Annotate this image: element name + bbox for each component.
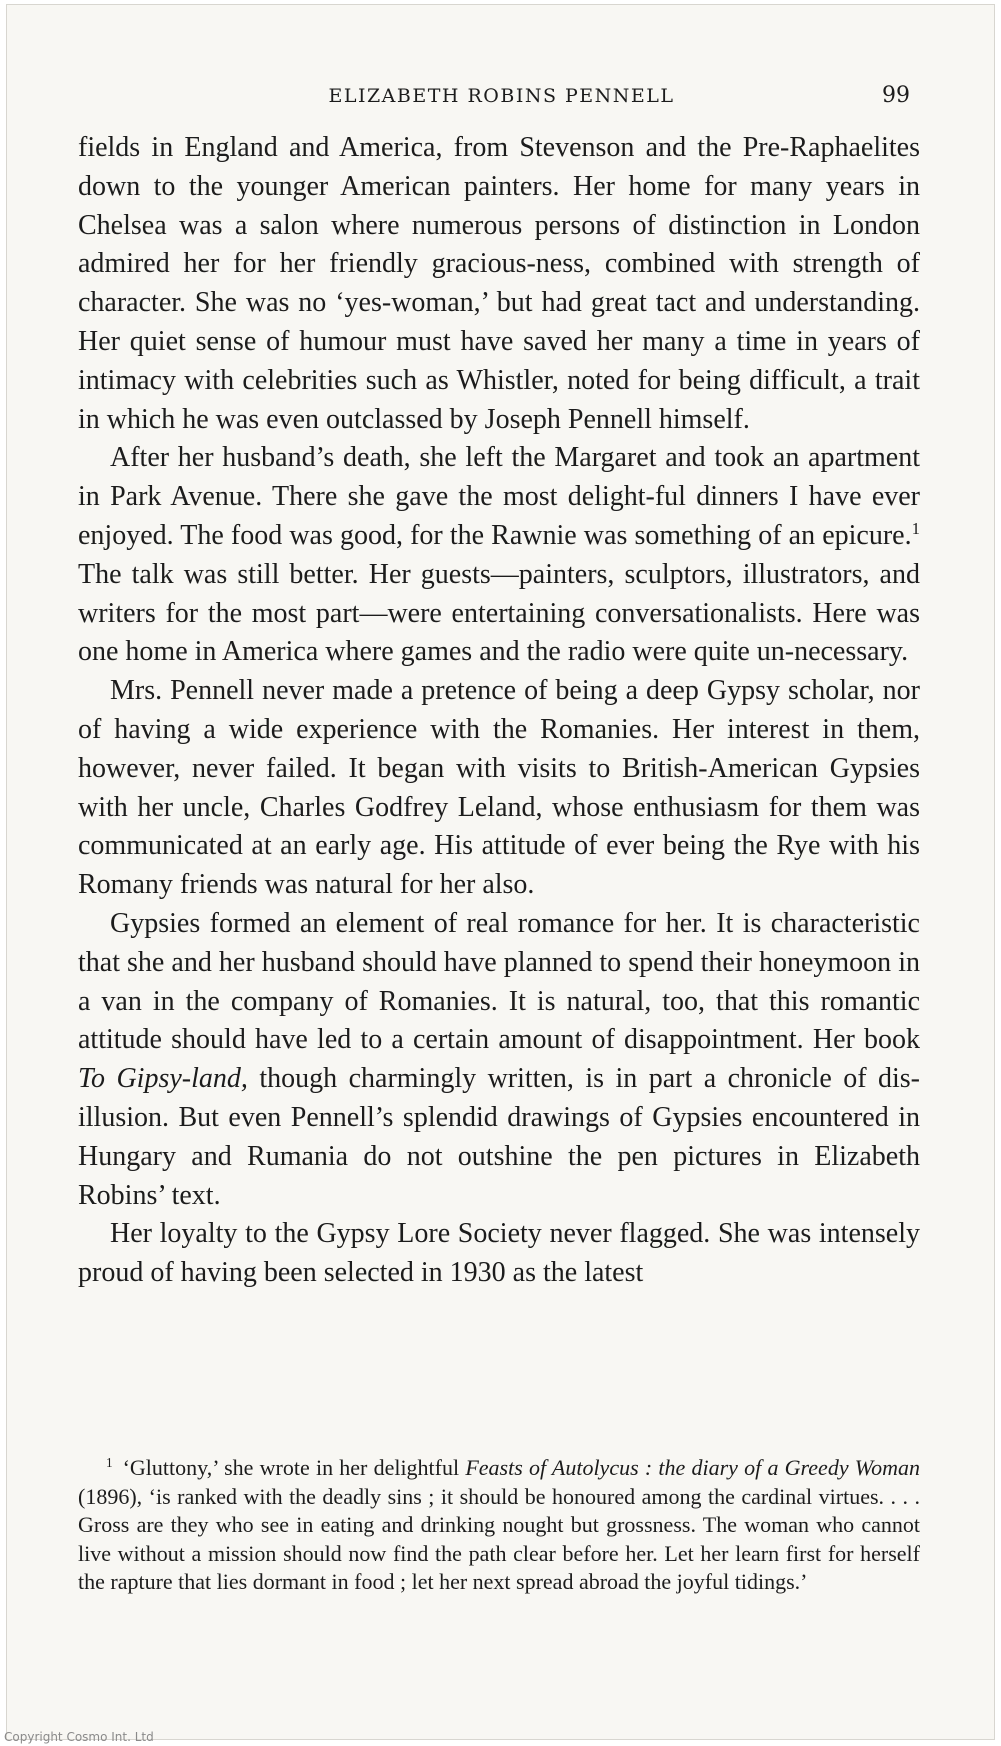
paragraph-3 (78, 672, 920, 905)
paragraph-4 (78, 905, 920, 1215)
paragraph-4-text-a: Gypsies formed an element of real romance for her. It is characteristic that she and her husband should have planned to spend their honeymoon in a van in the company of Romanies. It is natural, too, that this romantic attitude should have led to a certain amount of disappointment. Her book (78, 907, 920, 1056)
footnote-reference: 1 (911, 518, 920, 538)
copyright-watermark: Copyright Cosmo Int. Ltd (4, 1730, 154, 1744)
paragraph-5 (78, 1215, 920, 1293)
footnote (78, 1454, 920, 1597)
paragraph-2-text-b: The talk was still better. Her guests—painters, sculptors, illustrators, and writers for the most part—were entertaining conversationalists. Here was one home in America where games and the radio were quite un-necessary. (78, 558, 920, 668)
running-title: ELIZABETH ROBINS PENNELL (328, 85, 675, 107)
book-title-feasts-of-autolycus: Feasts of Autolycus : the diary of a Greedy Woman (465, 1455, 920, 1480)
footnote-text-b: (1896), ‘is ranked with the deadly sins ; it should be honoured among the cardinal virtues. . . . Gross are they who see in eating and drinking nought but grossness. The woman who cannot live without a mission should now find the path clear before her. Let her learn first for herself the rapture that lies dormant in food ; let her next spread abroad the joyful tidings.’ (78, 1483, 920, 1595)
body-text (78, 129, 920, 1293)
paragraph-5-text: Her loyalty to the Gypsy Lore Society never flagged. She was intensely proud of having been selected in 1930 as the latest (78, 1218, 920, 1289)
footnote-marker: 1 (106, 1455, 113, 1471)
book-page (6, 4, 995, 1740)
paragraph-2 (78, 439, 920, 672)
paragraph-3-text: Mrs. Pennell never made a pretence of being a deep Gypsy scholar, nor of having a wide experience with the Romanies. Her interest in them, however, never failed. It began with visits to British-American Gypsies with her uncle, Charles Godfrey Leland, whose enthusiasm for them was communicated at an early age. His attitude of ever being the Rye with his Romany friends was natural for her also. (78, 675, 920, 901)
running-head (7, 81, 996, 111)
paragraph-1-text: fields in England and America, from Stevenson and the Pre-Raphaelites down to the younger American painters. Her home for many years in Chelsea was a salon where numerous persons of distinction in London admired her for her friendly gracious-ness, combined with strength of character. She was no ‘yes-woman,’ but had great tact and understanding. Her quiet sense of humour must have saved her many a time in years of intimacy with celebrities such as Whistler, noted for being difficult, a trait in which he was even outclassed by Joseph Pennell himself. (78, 132, 920, 435)
page-number: 99 (882, 83, 910, 108)
book-title-to-gipsyland: To Gipsy-land, (78, 1063, 248, 1095)
paragraph-4-text-b: though charmingly written, is in part a chronicle of dis-illusion. But even Pennell’s splendid drawings of Gypsies encountered in Hungary and Rumania do not outshine the pen pictures in Elizabeth Robins’ text. (78, 1063, 920, 1211)
footnote-text-a: ‘Gluttony,’ she wrote in her delightful (122, 1455, 466, 1480)
paragraph-1 (78, 129, 920, 439)
paragraph-2-text-a: After her husband’s death, she left the Margaret and took an apartment in Park Avenue. There she gave the most delight-ful dinners I have ever enjoyed. The food was good, for the Rawnie was something of an epicure. (78, 442, 920, 551)
